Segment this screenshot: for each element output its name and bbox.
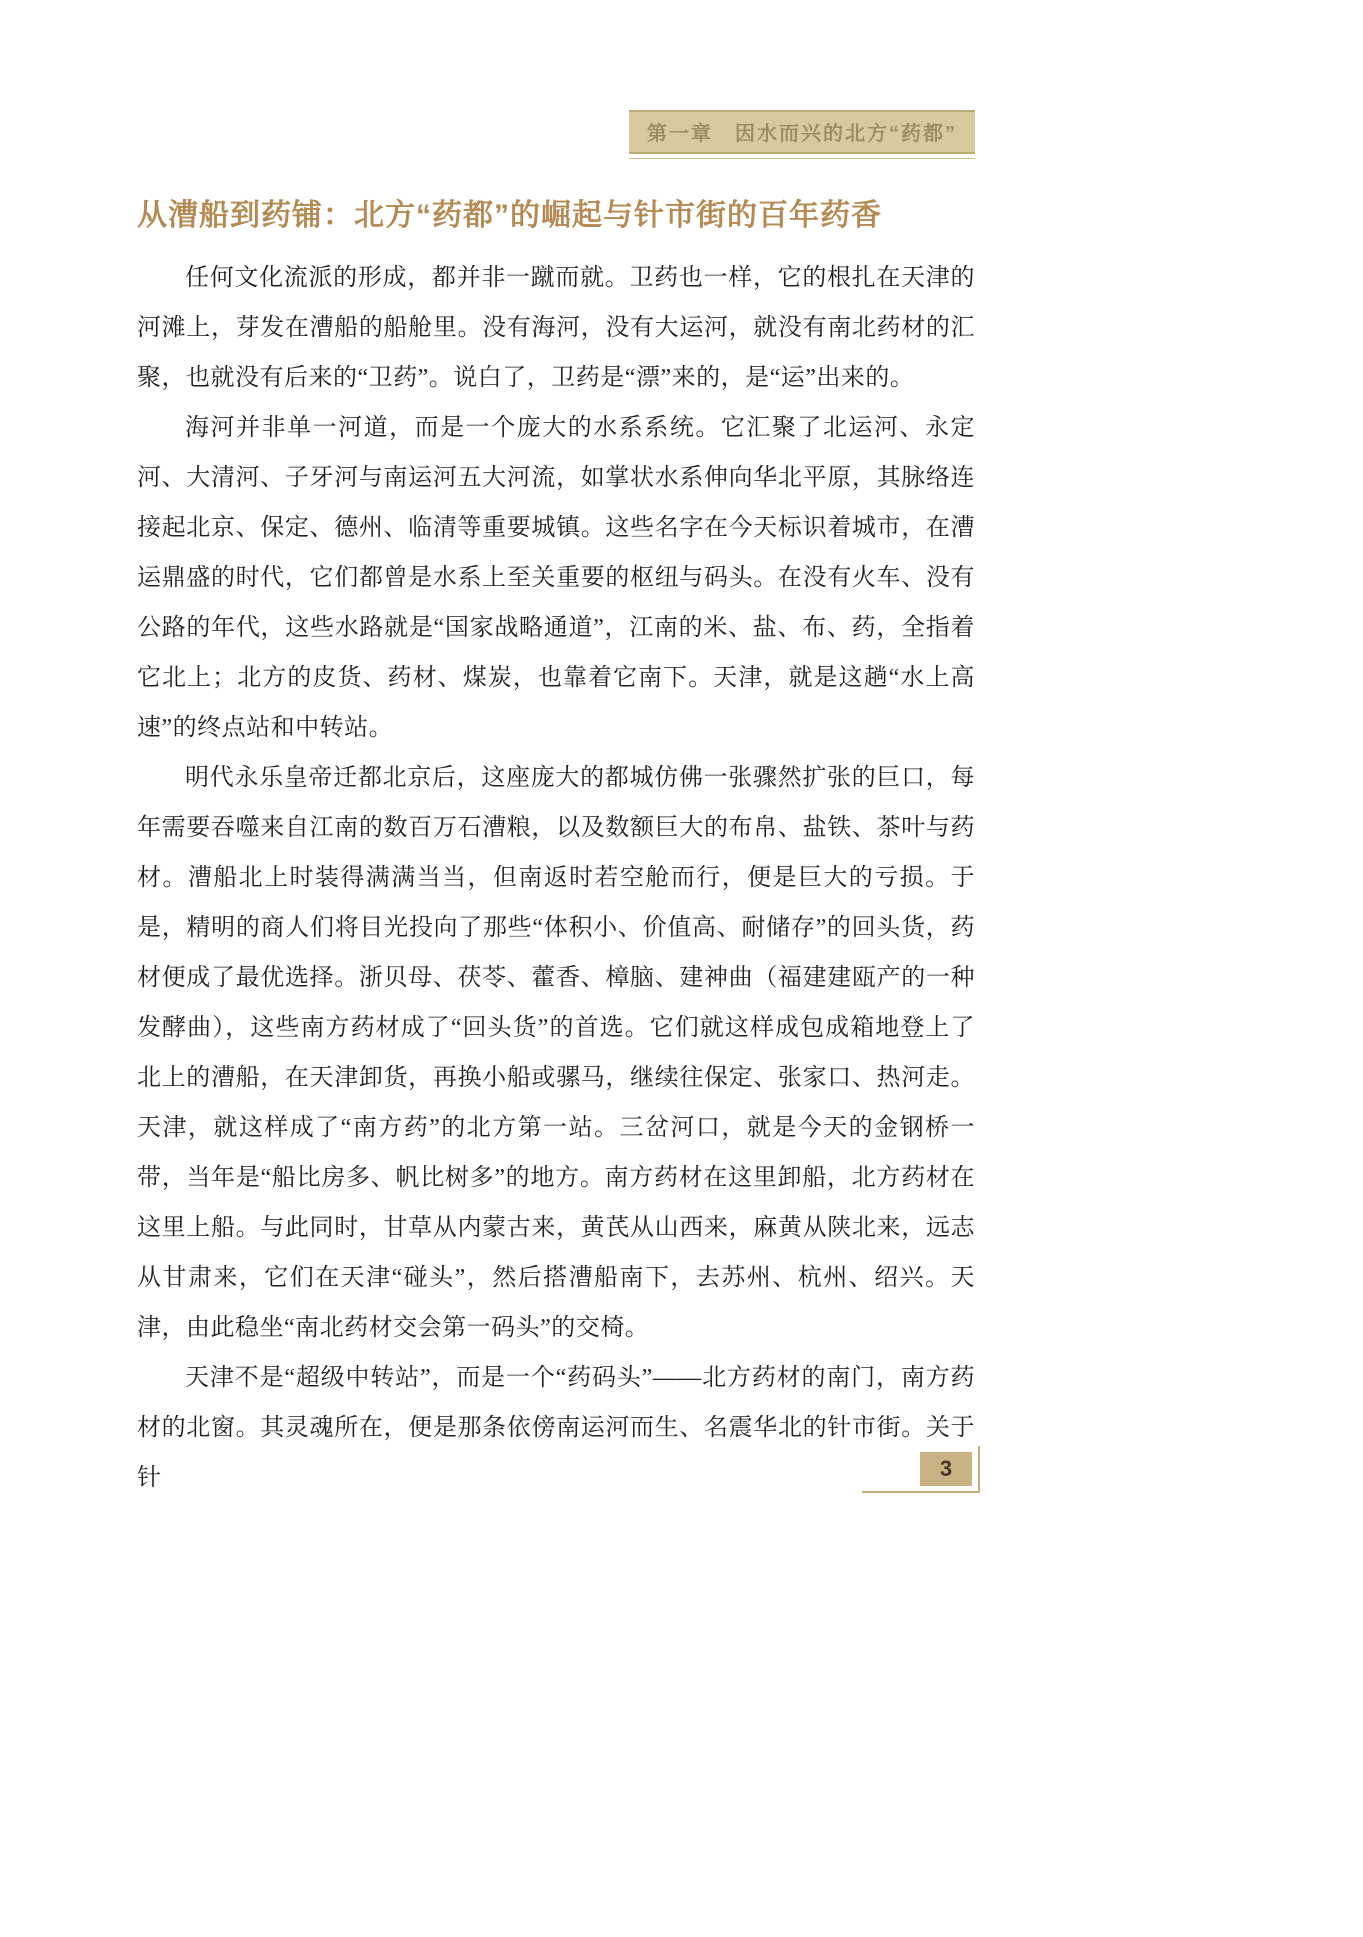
section-title: 从漕船到药铺：北方“药都”的崛起与针市街的百年药香 [137, 199, 882, 232]
paragraph-2: 海河并非单一河道，而是一个庞大的水系系统。它汇聚了北运河、永定河、大清河、子牙河与南运河五大河流，如掌状水系伸向华北平原，其脉络连接起北京、保定、德州、临清等重要城镇。这些名字在今天标识着城市，在漕运鼎盛的时代，它们都曾是水系上至关重要的枢纽与码头。在没有火车、没有公路的年代，这些水路就是“国家战略通道”，江南的米、盐、布、药，全指着它北上；北方的皮货、药材、煤炭，也靠着它南下。天津，就是这趟“水上高速”的终点站和中转站。 [137, 415, 975, 741]
body-text [137, 253, 975, 1503]
page-number: 3 [920, 1452, 972, 1486]
paragraph-1: 任何文化流派的形成，都并非一蹴而就。卫药也一样，它的根扎在天津的河滩上，芽发在漕船的船舱里。没有海河，没有大运河，就没有南北药材的汇聚，也就没有后来的“卫药”。说白了，卫药是“漂”来的，是“运”出来的。 [137, 265, 975, 391]
chapter-header [629, 110, 975, 154]
page-footer [920, 1452, 972, 1486]
paragraph-3: 明代永乐皇帝迁都北京后，这座庞大的都城仿佛一张骤然扩张的巨口，每年需要吞噬来自江南的数百万石漕粮，以及数额巨大的布帛、盐铁、茶叶与药材。漕船北上时装得满满当当，但南返时若空舱而行，便是巨大的亏损。于是，精明的商人们将目光投向了那些“体积小、价值高、耐储存”的回头货，药材便成了最优选择。浙贝母、茯苓、藿香、樟脑、建神曲（福建建瓯产的一种发酵曲），这些南方药材成了“回头货”的首选。它们就这样成包成箱地登上了北上的漕船，在天津卸货，再换小船或骡马，继续往保定、张家口、热河走。天津，就这样成了“南方药”的北方第一站。三岔河口，就是今天的金钢桥一带，当年是“船比房多、帆比树多”的地方。南方药材在这里卸船，北方药材在这里上船。与此同时，甘草从内蒙古来，黄芪从山西来，麻黄从陕北来，远志从甘肃来，它们在天津“碰头”，然后搭漕船南下，去苏州、杭州、绍兴。天津，由此稳坐“南北药材交会第一码头”的交椅。 [137, 765, 975, 1341]
paragraph-4: 天津不是“超级中转站”，而是一个“药码头”——北方药材的南门，南方药材的北窗。其灵魂所在，便是那条依傍南运河而生、名震华北的针市街。关于针 [137, 1365, 975, 1491]
chapter-header-text: 第一章 因水而兴的北方“药都” [629, 110, 975, 154]
